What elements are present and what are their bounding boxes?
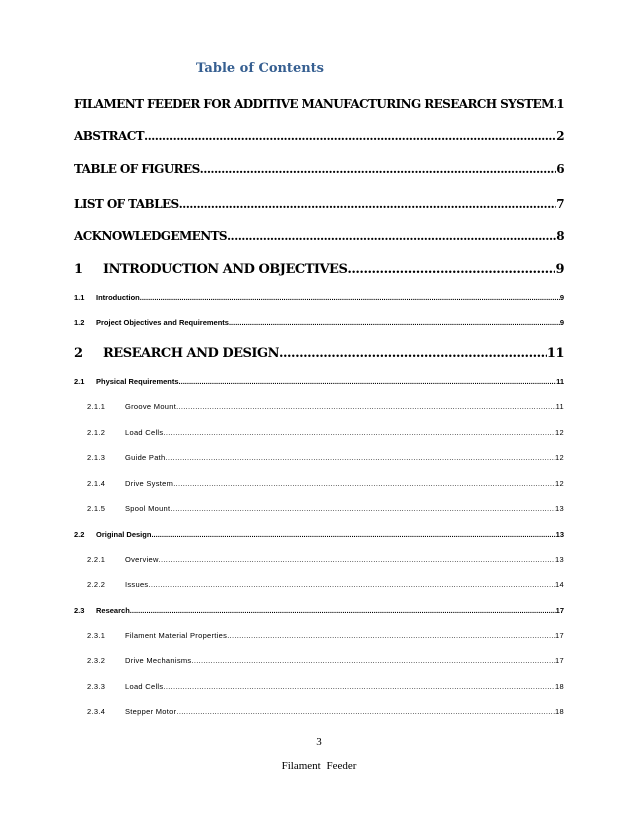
- toc-entry-page: 18: [555, 682, 564, 691]
- toc-entry-label: Guide Path: [125, 453, 166, 462]
- toc-entry-page: 17: [555, 656, 564, 665]
- toc-entry[interactable]: [87, 402, 564, 411]
- toc-leader-dots: [227, 229, 556, 243]
- toc-entry-label: Physical Requirements: [96, 377, 179, 386]
- toc-entry-page: 2: [556, 129, 564, 143]
- toc-entry[interactable]: [74, 229, 564, 243]
- toc-entry-label: RESEARCH AND DESIGN: [103, 346, 279, 361]
- toc-entry-number: 2.3.3: [87, 682, 106, 691]
- toc-leader-dots: [159, 555, 555, 564]
- toc-entry[interactable]: [87, 555, 564, 564]
- toc-leader-dots: [227, 631, 555, 640]
- toc-leader-dots: [163, 428, 555, 437]
- toc-leader-dots: [151, 530, 555, 539]
- toc-entry-label: Introduction: [96, 293, 140, 302]
- toc-entry-label: Load Cells: [125, 428, 164, 437]
- toc-entry-page: 18: [555, 707, 564, 716]
- toc-entry[interactable]: [74, 377, 564, 386]
- toc-entry-number: 1.1: [74, 293, 85, 302]
- toc-leader-dots: [140, 293, 560, 302]
- toc-entry-number: 2.3.1: [87, 631, 106, 640]
- toc-entry-number: 2.1.3: [87, 453, 106, 462]
- toc-entry-page: 8: [556, 229, 564, 243]
- toc-entry-label: Stepper Motor: [125, 707, 177, 716]
- toc-entry-label: INTRODUCTION AND OBJECTIVES: [103, 262, 348, 277]
- toc-entry-number: 2.1.4: [87, 479, 106, 488]
- toc-entry-label: Drive System: [125, 479, 174, 488]
- toc-leader-dots: [166, 453, 556, 462]
- toc-entry[interactable]: [74, 162, 564, 176]
- toc-entry[interactable]: [74, 346, 564, 361]
- toc-entry-page: 12: [555, 428, 564, 437]
- toc-entry-label: Drive Mechanisms: [125, 656, 192, 665]
- toc-entry-label: Original Design: [96, 530, 152, 539]
- toc-entry-label: ABSTRACT: [74, 129, 145, 143]
- toc-leader-dots: [176, 402, 555, 411]
- toc-entry-number: 2.1.5: [87, 504, 106, 513]
- toc-entry-label: Groove Mount: [125, 402, 177, 411]
- toc-entry-label: ACKNOWLEDGEMENTS: [74, 229, 227, 243]
- toc-entry[interactable]: [74, 530, 564, 539]
- toc-entry[interactable]: [74, 129, 564, 143]
- toc-leader-dots: [229, 318, 560, 327]
- toc-entry-number: 2.1.2: [87, 428, 106, 437]
- toc-entry-label: Load Cells: [125, 682, 164, 691]
- toc-entry-number: 2.3.4: [87, 707, 106, 716]
- toc-entry-number: 2.1.1: [87, 402, 106, 411]
- toc-entry[interactable]: [87, 453, 564, 462]
- toc-entry[interactable]: [74, 293, 564, 302]
- toc-entry-page: 9: [555, 262, 564, 277]
- toc-entry[interactable]: [87, 656, 564, 665]
- toc-leader-dots: [170, 504, 555, 513]
- toc-entry-page: 12: [555, 479, 564, 488]
- running-footer: Filament Feeder: [281, 760, 357, 772]
- toc-leader-dots: [148, 580, 555, 589]
- toc-entry-page: 14: [555, 580, 564, 589]
- toc-leader-dots: [347, 262, 555, 277]
- toc-leader-dots: [279, 346, 547, 361]
- toc-entry-label: Spool Mount: [125, 504, 171, 513]
- toc-leader-dots: [179, 197, 557, 211]
- toc-entry-page: 9: [559, 293, 564, 302]
- toc-entry[interactable]: [87, 580, 564, 589]
- toc-entry[interactable]: [87, 428, 564, 437]
- toc-entry[interactable]: [74, 606, 564, 615]
- toc-entry-page: 6: [556, 162, 564, 176]
- toc-entry-number: 2.2.1: [87, 555, 106, 564]
- toc-entry-number: 2.3.2: [87, 656, 106, 665]
- toc-entry-label: Issues: [125, 580, 149, 589]
- toc-entry[interactable]: [87, 682, 564, 691]
- toc-entry[interactable]: [74, 197, 564, 211]
- toc-entry-page: 11: [556, 377, 564, 386]
- toc-leader-dots: [200, 162, 557, 176]
- toc-entry-number: 1: [74, 262, 83, 277]
- toc-entry[interactable]: [74, 262, 564, 277]
- toc-entry-page: 7: [556, 197, 564, 211]
- toc-entry-page: 12: [555, 453, 564, 462]
- toc-leader-dots: [173, 479, 555, 488]
- toc-entry-label: FILAMENT FEEDER FOR ADDITIVE MANUFACTURING RESEARCH SYSTEM: [74, 97, 554, 111]
- toc-leader-dots: [144, 129, 556, 143]
- toc-entry-label: Project Objectives and Requirements: [96, 318, 229, 327]
- toc-leader-dots: [176, 707, 555, 716]
- toc-leader-dots: [191, 656, 555, 665]
- toc-entry-page: 13: [555, 530, 564, 539]
- toc-entry-page: 11: [555, 402, 564, 411]
- toc-title: Table of Contents: [196, 61, 324, 76]
- toc-entry-label: Overview: [125, 555, 159, 564]
- toc-entry-page: 11: [546, 346, 564, 361]
- toc-entry[interactable]: [74, 318, 564, 327]
- toc-entry[interactable]: [87, 479, 564, 488]
- toc-entry-number: 2: [74, 346, 83, 361]
- toc-entry-label: Filament Material Properties: [125, 631, 228, 640]
- toc-entry[interactable]: [87, 707, 564, 716]
- toc-entry-number: 1.2: [74, 318, 85, 327]
- toc-entry-label: LIST OF TABLES: [74, 197, 179, 211]
- toc-entry-number: 2.2: [74, 530, 85, 539]
- toc-leader-dots: [130, 606, 556, 615]
- toc-leader-dots: [163, 682, 555, 691]
- toc-entry[interactable]: [74, 97, 564, 111]
- toc-entry[interactable]: [87, 631, 564, 640]
- toc-entry-page: 13: [555, 555, 564, 564]
- toc-leader-dots: [179, 377, 557, 386]
- toc-entry-page: 1: [556, 97, 564, 111]
- toc-entry-page: 9: [559, 318, 564, 327]
- toc-entry-label: TABLE OF FIGURES: [74, 162, 200, 176]
- toc-entry-label: Research: [96, 606, 130, 615]
- toc-entry-number: 2.3: [74, 606, 85, 615]
- toc-entry-page: 17: [555, 631, 564, 640]
- page-number: 3: [316, 736, 322, 748]
- toc-entry-number: 2.1: [74, 377, 85, 386]
- toc-entry-page: 17: [555, 606, 564, 615]
- toc-entry-page: 13: [555, 504, 564, 513]
- toc-entry-number: 2.2.2: [87, 580, 106, 589]
- toc-entry[interactable]: [87, 504, 564, 513]
